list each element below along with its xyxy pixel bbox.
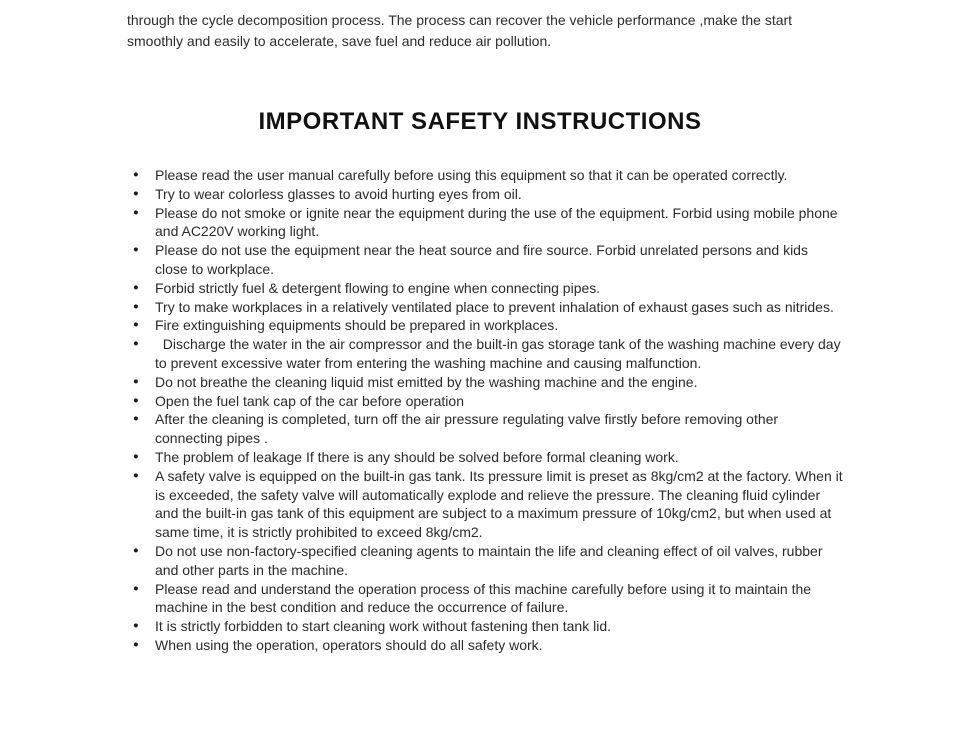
list-item-text: Please do not smoke or ignite near the equipment during the use of the equipment. Forbid using mobile phone and AC220V working light. <box>155 204 842 240</box>
bullet-icon: ● <box>133 394 139 406</box>
list-item-text: Forbid strictly fuel & detergent flowing to engine when connecting pipes. <box>155 279 601 296</box>
section-heading: IMPORTANT SAFETY INSTRUCTIONS <box>258 108 702 135</box>
bullet-icon: ● <box>133 338 139 350</box>
list-item-text: Do not use non-factory-specified cleaning agents to maintain the life and cleaning effect of oil valves, rubber and other parts in the machine. <box>155 542 827 578</box>
list-item <box>133 241 845 279</box>
list-item <box>133 166 845 185</box>
list-item <box>133 542 845 580</box>
list-item-text: When using the operation, operators should do all safety work. <box>155 636 543 653</box>
list-item-text: Try to wear colorless glasses to avoid hurting eyes from oil. <box>155 185 522 202</box>
list-item <box>133 298 845 317</box>
list-item <box>133 617 845 636</box>
list-item-text: Please do not use the equipment near the heat source and fire source. Forbid unrelated persons and kids close to workplace. <box>155 242 812 277</box>
bullet-icon: ● <box>133 281 139 293</box>
list-item <box>133 636 845 655</box>
bullet-icon: ● <box>133 638 139 650</box>
bullet-icon: ● <box>133 582 139 594</box>
list-item-text: After the cleaning is completed, turn off the air pressure regulating valve firstly before removing other connecting pipes . <box>155 411 782 447</box>
list-item-text: It is strictly forbidden to start cleaning work without fastening then tank lid. <box>155 618 612 635</box>
list-item-text: The problem of leakage If there is any should be solved before formal cleaning work. <box>155 448 679 465</box>
safety-instructions-list <box>133 166 845 655</box>
list-item-text: Try to make workplaces in a relatively ventilated place to prevent inhalation of exhaust gases such as nitrides. <box>155 298 834 315</box>
list-item-text: Please read and understand the operation process of this machine carefully before using it to maintain the machine in the best condition and reduce the occurrence of failure. <box>155 580 815 616</box>
intro-paragraph: through the cycle decomposition process. The process can recover the vehicle performance ,make the start smoothly and easily to accelerate, save fuel and reduce air pollution. <box>127 12 793 49</box>
bullet-icon: ● <box>133 300 139 312</box>
list-item <box>133 204 845 242</box>
list-item <box>133 467 845 542</box>
bullet-icon: ● <box>133 169 139 180</box>
list-item <box>133 410 845 448</box>
list-item <box>133 316 845 335</box>
list-item-text: Discharge the water in the air compressor and the built-in gas storage tank of the washing machine every day to prevent excessive water from entering the washing machine and causing malfunction. <box>155 336 845 371</box>
bullet-icon: ● <box>133 375 139 387</box>
list-item <box>133 448 845 467</box>
bullet-icon: ● <box>133 544 139 556</box>
list-item-text: Fire extinguishing equipments should be prepared in workplaces. <box>155 317 559 334</box>
list-item <box>133 373 845 392</box>
list-item-text: Do not breathe the cleaning liquid mist emitted by the washing machine and the engine. <box>155 373 698 390</box>
bullet-icon: ● <box>133 469 139 481</box>
list-item <box>133 185 845 204</box>
bullet-icon: ● <box>133 413 139 425</box>
list-item-text: Please read the user manual carefully before using this equipment so that it can be operated correctly. <box>155 167 788 183</box>
list-item <box>133 392 845 411</box>
bullet-icon: ● <box>133 187 139 199</box>
list-item <box>133 279 845 298</box>
list-item-text: A safety valve is equipped on the built-in gas tank. Its pressure limit is preset as 8kg/cm2 at the factory. When it is exceeded, the safety valve will automatically explode and relieve the pressure. The cleaning fluid cylinder and the built-in gas tank of this equipment are subject to a maximum pressure of 10kg/cm2, but when used at same time, it is strictly prohibited to exceed 8kg/cm2. <box>155 467 847 541</box>
bullet-icon: ● <box>133 620 139 632</box>
bullet-icon: ● <box>133 450 139 462</box>
list-item-text: Open the fuel tank cap of the car before operation <box>155 392 464 409</box>
bullet-icon: ● <box>133 319 139 331</box>
bullet-icon: ● <box>133 244 139 256</box>
bullet-icon: ● <box>133 206 139 218</box>
list-item <box>133 335 845 373</box>
list-item <box>133 580 845 618</box>
